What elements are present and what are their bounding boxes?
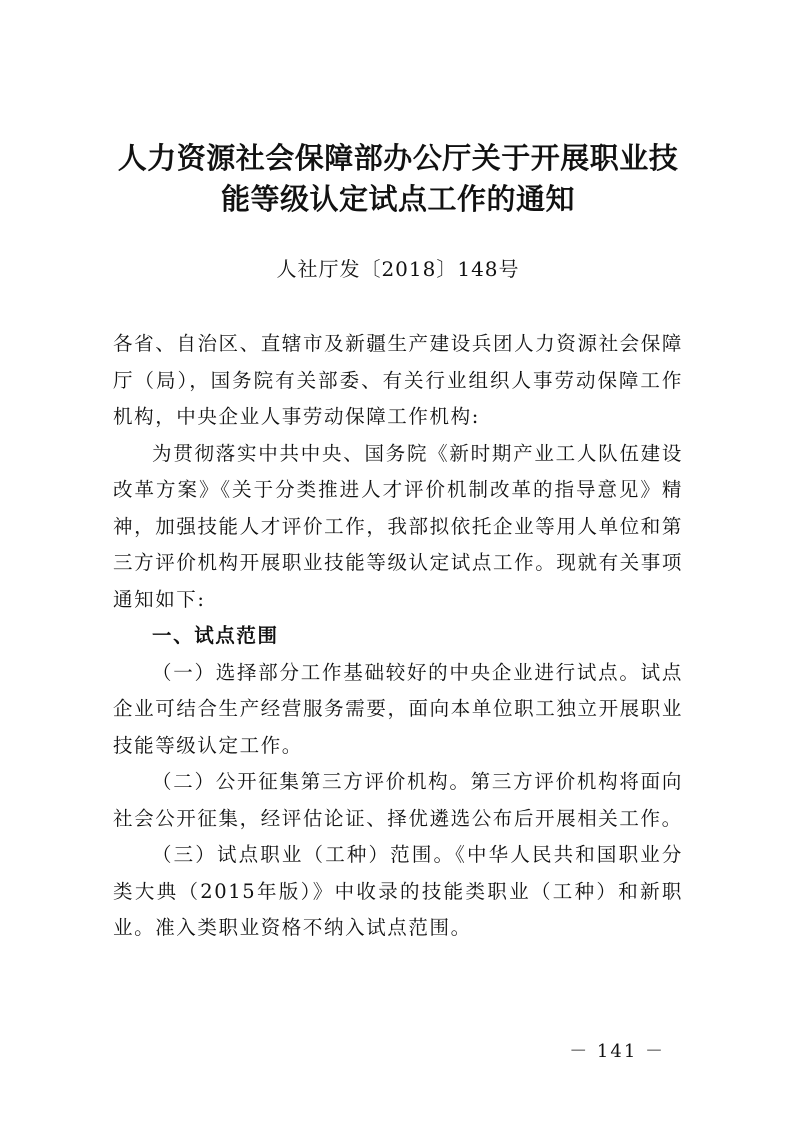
page-number: － 141 － [569, 1041, 665, 1062]
item-paragraph-1: （一）选择部分工作基础较好的中央企业进行试点。试点企业可结合生产经营服务需要，面向本单位职工独立开展职业技能等级认定工作。 [113, 660, 683, 757]
document-title: 人力资源社会保障部办公厅关于开展职业技能等级认定试点工作的通知 [117, 141, 679, 216]
document-body [113, 326, 683, 947]
item-paragraph-3: （三）试点职业（工种）范围。《中华人民共和国职业分类大典（2015年版）》中收录的技能类职业（工种）和新职业。准入类职业资格不纳入试点范围。 [113, 843, 683, 939]
addressee-paragraph: 各省、自治区、直辖市及新疆生产建设兵团人力资源社会保障厅（局），国务院有关部委、有关行业组织人事劳动保障工作机构，中央企业人事劳动保障工作机构: [113, 332, 683, 428]
section-heading: 一、试点范围 [152, 624, 279, 647]
intro-paragraph: 为贯彻落实中共中央、国务院《新时期产业工人队伍建设改革方案》《关于分类推进人才评价机制改革的指导意见》精神，加强技能人才评价工作，我部拟依托企业等用人单位和第三方评价机构开展职业技能等级认定试点工作。现就有关事项通知如下: [113, 441, 683, 611]
document-number: 人社厅发〔2018〕148号 [276, 257, 520, 281]
item-paragraph-2: （二）公开征集第三方评价机构。第三方评价机构将面向社会公开征集，经评估论证、择优遴选公布后开展相关工作。 [113, 770, 683, 830]
